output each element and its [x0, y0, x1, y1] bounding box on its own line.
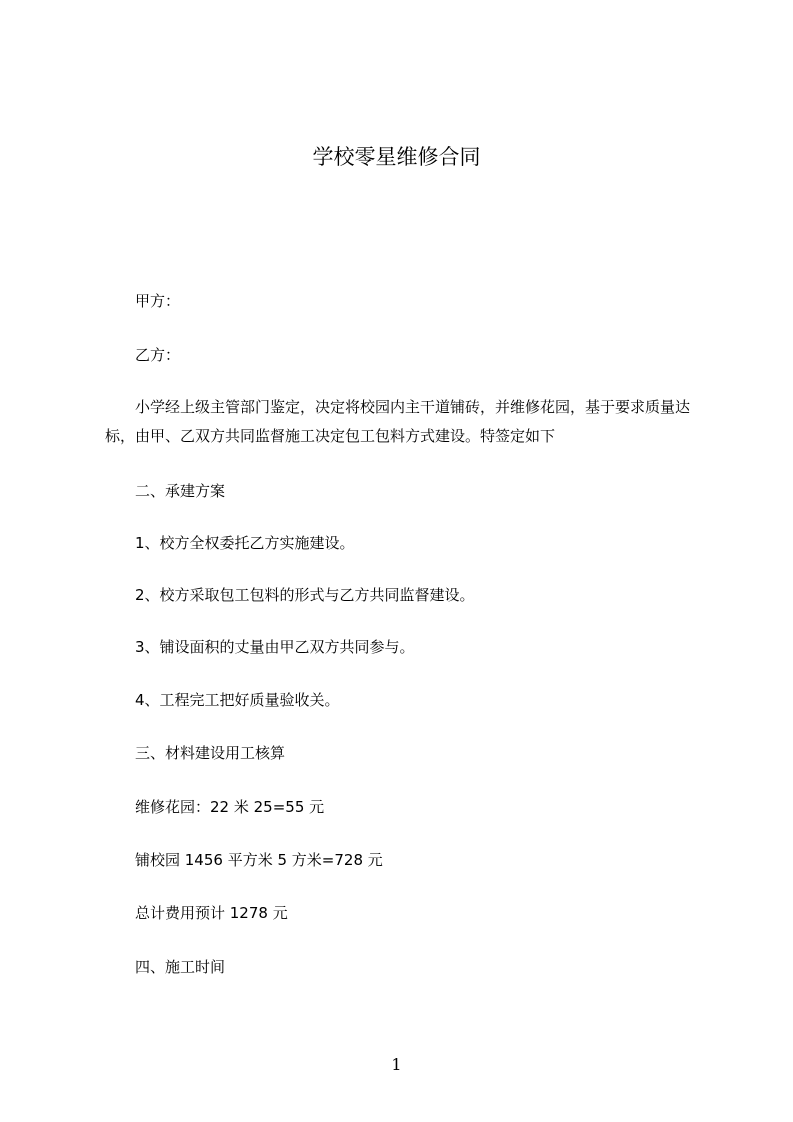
list-item: 2、校方采取包工包料的形式与乙方共同监督建设。 [135, 586, 475, 604]
cost-line: 铺校园 1456 平方米 5 方米=728 元 [135, 851, 383, 869]
list-item: 4、工程完工把好质量验收关。 [135, 691, 340, 709]
cost-line: 总计费用预计 1278 元 [135, 904, 288, 922]
party-a-label: 甲方： [135, 292, 181, 310]
document-title: 学校零星维修合同 [312, 145, 481, 169]
page-number: 1 [391, 1055, 402, 1074]
list-item: 1、校方全权委托乙方实施建设。 [135, 534, 355, 552]
section-heading-plan: 二、承建方案 [135, 482, 226, 500]
section-heading-costs: 三、材料建设用工核算 [135, 744, 286, 762]
intro-paragraph: 小学经上级主管部门鉴定，决定将校园内主干道铺砖，并维修花园，基于要求质量达标，由甲、乙双方共同监督施工决定包工包料方式建设。特签定如下 [105, 398, 691, 445]
section-heading-schedule: 四、施工时间 [135, 958, 226, 976]
list-item: 3、铺设面积的丈量由甲乙双方共同参与。 [135, 638, 415, 656]
party-b-label: 乙方： [135, 346, 181, 364]
cost-line: 维修花园：22 米 25=55 元 [135, 798, 325, 816]
